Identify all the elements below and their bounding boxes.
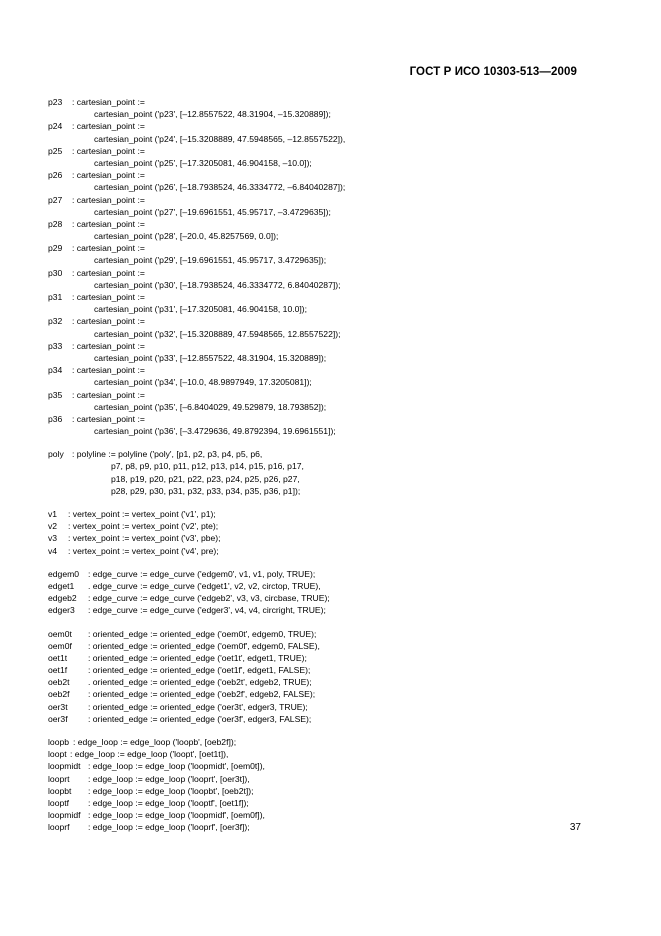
point-label: p23 bbox=[48, 97, 63, 107]
loop-def: : edge_loop := edge_loop ('looprf', [oer3f]); bbox=[88, 822, 250, 833]
oriented-edges-block bbox=[48, 628, 608, 726]
point-value: cartesian_point ('p32', [–15.3208889, 47.5948565, 12.8557522]); bbox=[94, 328, 341, 339]
point-value: cartesian_point ('p24', [–15.3208889, 47.5948565, –12.8557522]), bbox=[94, 133, 346, 144]
point-value: cartesian_point ('p25', [–17.3205081, 46.904158, –10.0]); bbox=[94, 157, 312, 168]
point-label: p29 bbox=[48, 243, 63, 254]
edge-label: edgeb2 bbox=[48, 593, 77, 604]
edge-label: edget1 bbox=[48, 580, 75, 591]
oriented-edge-label: oer3f bbox=[48, 713, 68, 724]
point-label: p35 bbox=[48, 389, 63, 400]
polyline-block bbox=[48, 448, 608, 497]
loop-row bbox=[48, 821, 608, 833]
point-decl: : cartesian_point := bbox=[72, 145, 145, 156]
spacer bbox=[48, 497, 608, 508]
polyline-row bbox=[48, 460, 608, 472]
point-decl: : cartesian_point := bbox=[72, 389, 145, 400]
point-decl-row bbox=[48, 315, 608, 327]
point-decl-row bbox=[48, 267, 608, 279]
loop-label: loopmidf bbox=[48, 810, 81, 821]
point-value-row bbox=[48, 328, 608, 340]
vertex-row bbox=[48, 508, 608, 520]
loop-def: : edge_loop := edge_loop ('loopmidf', [oem0f]), bbox=[88, 810, 265, 821]
point-decl: : cartesian_point := bbox=[72, 267, 145, 278]
loop-row bbox=[48, 773, 608, 785]
oriented-edge-label: oem0f bbox=[48, 640, 72, 651]
point-value-row bbox=[48, 279, 608, 291]
point-decl-row bbox=[48, 145, 608, 157]
point-decl-row bbox=[48, 218, 608, 230]
point-value-row bbox=[48, 376, 608, 388]
point-decl: : cartesian_point := bbox=[72, 121, 145, 132]
oriented-edge-label: oet1t bbox=[48, 652, 68, 663]
edges-block bbox=[48, 568, 608, 617]
point-decl-row bbox=[48, 194, 608, 206]
polyline-label: poly bbox=[48, 449, 64, 460]
edge-def: . edge_curve := edge_curve ('edget1', v2, v2, circtop, TRUE), bbox=[88, 580, 321, 591]
spacer bbox=[48, 557, 608, 568]
point-decl-row bbox=[48, 120, 608, 132]
loop-def: : edge_loop := edge_loop ('looptf', [oet1f]); bbox=[88, 797, 249, 808]
points-block bbox=[48, 96, 608, 437]
oriented-edge-label: oem0t bbox=[48, 628, 72, 639]
vertex-label: v3 bbox=[48, 533, 58, 544]
vertex-def: : vertex_point := vertex_point ('v1', p1); bbox=[68, 509, 216, 519]
oriented-edge-def: : oriented_edge := oriented_edge ('oem0f', edgem0, FALSE), bbox=[88, 640, 320, 651]
point-value-row bbox=[48, 425, 608, 437]
oriented-edge-label: oeb2f bbox=[48, 689, 70, 700]
point-decl-row bbox=[48, 364, 608, 376]
loop-def: : edge_loop := edge_loop ('looprt', [oer3t]), bbox=[88, 773, 250, 784]
loop-label: looprt bbox=[48, 773, 70, 784]
oriented-edge-row bbox=[48, 701, 608, 713]
point-decl: : cartesian_point := bbox=[72, 218, 145, 229]
point-label: p32 bbox=[48, 316, 63, 327]
point-value-row bbox=[48, 352, 608, 364]
point-value-row bbox=[48, 303, 608, 315]
loop-label: loopt bbox=[48, 749, 67, 760]
loop-def: : edge_loop := edge_loop ('loopb', [oeb2f]); bbox=[73, 737, 237, 747]
point-value-row bbox=[48, 133, 608, 145]
point-value-row bbox=[48, 108, 608, 120]
point-decl: : cartesian_point := bbox=[72, 340, 145, 351]
loop-def: : edge_loop := edge_loop ('loopt', [oet1t]), bbox=[70, 749, 229, 760]
point-value-row bbox=[48, 401, 608, 413]
point-decl: : cartesian_point := bbox=[72, 316, 145, 327]
point-value-row bbox=[48, 254, 608, 266]
vertex-row bbox=[48, 520, 608, 532]
oriented-edge-row bbox=[48, 676, 608, 688]
point-value: cartesian_point ('p29', [–19.6961551, 45.95717, 3.4729635]); bbox=[94, 255, 327, 266]
vertex-label: v1 bbox=[48, 509, 58, 519]
point-label: p36 bbox=[48, 413, 63, 424]
oriented-edge-row bbox=[48, 628, 608, 640]
point-label: p28 bbox=[48, 218, 63, 229]
point-value: cartesian_point ('p34', [–10.0, 48.9897949, 17.3205081]); bbox=[94, 377, 312, 388]
loop-label: looprf bbox=[48, 822, 70, 833]
loop-row bbox=[48, 736, 608, 748]
point-decl-row bbox=[48, 242, 608, 254]
point-value: cartesian_point ('p28', [–20.0, 45.8257569, 0.0]); bbox=[94, 231, 279, 242]
loop-row bbox=[48, 797, 608, 809]
point-decl-row bbox=[48, 96, 608, 108]
oriented-edge-def: : oriented_edge := oriented_edge ('oeb2f', edgeb2, FALSE); bbox=[88, 689, 316, 700]
edge-def: : edge_curve := edge_curve ('edgeb2', v3, v3, circbase, TRUE); bbox=[88, 593, 330, 604]
oriented-edge-def: : oriented_edge := oriented_edge ('oem0t', edgem0, TRUE); bbox=[88, 628, 317, 639]
loop-def: : edge_loop := edge_loop ('loopbt', [oeb2t]); bbox=[88, 785, 254, 796]
point-decl-row bbox=[48, 169, 608, 181]
vertex-row bbox=[48, 545, 608, 557]
document-header: ГОСТ Р ИСО 10303-513—2009 bbox=[409, 66, 577, 78]
point-decl: : cartesian_point := bbox=[72, 365, 145, 376]
loop-row bbox=[48, 785, 608, 797]
loop-label: loopb bbox=[48, 737, 70, 747]
point-decl-row bbox=[48, 291, 608, 303]
oriented-edge-def: : oriented_edge := oriented_edge ('oer3t', edger3, TRUE); bbox=[88, 701, 308, 712]
edge-row bbox=[48, 580, 608, 592]
point-value: cartesian_point ('p31', [–17.3205081, 46.904158, 10.0]); bbox=[94, 304, 308, 315]
loop-label: looptf bbox=[48, 797, 70, 808]
oriented-edge-def: . oriented_edge := oriented_edge ('oeb2t', edgeb2, TRUE); bbox=[88, 677, 312, 688]
polyline-line: p28, p29, p30, p31, p32, p33, p34, p35, p36, p1]); bbox=[111, 485, 301, 496]
spacer bbox=[48, 437, 608, 448]
point-value: cartesian_point ('p36', [–3.4729636, 49.8792394, 19.6961551]); bbox=[94, 426, 336, 437]
point-value-row bbox=[48, 206, 608, 218]
point-value: cartesian_point ('p33', [–12.8557522, 48.31904, 15.320889]); bbox=[94, 352, 327, 363]
point-value: cartesian_point ('p27', [–19.6961551, 45.95717, –3.4729635]); bbox=[94, 206, 331, 217]
oriented-edge-row bbox=[48, 640, 608, 652]
point-decl: : cartesian_point := bbox=[72, 194, 145, 205]
loop-row bbox=[48, 760, 608, 772]
oriented-edge-row bbox=[48, 713, 608, 725]
point-decl: : cartesian_point := bbox=[72, 97, 145, 107]
edge-row bbox=[48, 568, 608, 580]
point-label: p31 bbox=[48, 292, 63, 302]
oriented-edge-def: : oriented_edge := oriented_edge ('oet1t', edget1, TRUE); bbox=[88, 652, 307, 663]
loop-label: loopbt bbox=[48, 785, 72, 796]
point-decl-row bbox=[48, 340, 608, 352]
point-label: p33 bbox=[48, 340, 63, 351]
loop-label: loopmidt bbox=[48, 761, 81, 772]
polyline-line: : polyline := polyline ('poly', [p1, p2, p3, p4, p5, p6, bbox=[72, 449, 263, 460]
vertex-def: : vertex_point := vertex_point ('v2', pte); bbox=[68, 521, 219, 532]
edge-row bbox=[48, 592, 608, 604]
polyline-row bbox=[48, 473, 608, 485]
vertex-label: v4 bbox=[48, 545, 58, 556]
edge-label: edgem0 bbox=[48, 568, 80, 579]
point-value-row bbox=[48, 181, 608, 193]
vertex-row bbox=[48, 532, 608, 544]
point-value-row bbox=[48, 157, 608, 169]
point-decl: : cartesian_point := bbox=[72, 243, 145, 254]
polyline-row bbox=[48, 448, 608, 460]
edge-label: edger3 bbox=[48, 605, 75, 616]
point-value: cartesian_point ('p26', [–18.7938524, 46.3334772, –6.84040287]); bbox=[94, 182, 346, 193]
loop-row bbox=[48, 748, 608, 760]
point-label: p30 bbox=[48, 267, 63, 278]
point-label: p25 bbox=[48, 145, 63, 156]
edge-def: : edge_curve := edge_curve ('edgem0', v1, v1, poly, TRUE); bbox=[88, 568, 316, 579]
point-label: p34 bbox=[48, 365, 63, 376]
point-decl: : cartesian_point := bbox=[72, 292, 145, 302]
edge-row bbox=[48, 604, 608, 616]
vertex-label: v2 bbox=[48, 521, 58, 532]
spacer bbox=[48, 725, 608, 736]
oriented-edge-row bbox=[48, 664, 608, 676]
code-listing bbox=[48, 96, 608, 834]
oriented-edge-row bbox=[48, 688, 608, 700]
vertex-def: : vertex_point := vertex_point ('v3', pbe); bbox=[68, 533, 221, 544]
page-number: 37 bbox=[569, 822, 581, 833]
point-decl: : cartesian_point := bbox=[72, 170, 145, 181]
oriented-edge-label: oeb2t bbox=[48, 677, 70, 688]
point-value: cartesian_point ('p35', [–6.8404029, 49.529879, 18.793852]); bbox=[94, 401, 327, 412]
polyline-line: p7, p8, p9, p10, p11, p12, p13, p14, p15, p16, p17, bbox=[111, 461, 304, 472]
point-decl-row bbox=[48, 389, 608, 401]
point-value: cartesian_point ('p30', [–18.7938524, 46.3334772, 6.84040287]); bbox=[94, 279, 341, 290]
vertices-block bbox=[48, 508, 608, 557]
loops-block bbox=[48, 736, 608, 834]
oriented-edge-label: oet1f bbox=[48, 665, 68, 676]
oriented-edge-label: oer3t bbox=[48, 701, 68, 712]
polyline-line: p18, p19, p20, p21, p22, p23, p24, p25, p26, p27, bbox=[111, 473, 300, 484]
oriented-edge-def: : oriented_edge := oriented_edge ('oer3f', edger3, FALSE); bbox=[88, 713, 312, 724]
vertex-def: : vertex_point := vertex_point ('v4', pre); bbox=[68, 545, 219, 556]
point-value: cartesian_point ('p23', [–12.8557522, 48.31904, –15.320889]); bbox=[94, 109, 331, 120]
point-decl: : cartesian_point := bbox=[72, 413, 145, 424]
spacer bbox=[48, 617, 608, 628]
edge-def: : edge_curve := edge_curve ('edger3', v4, v4, circright, TRUE); bbox=[88, 605, 326, 616]
point-value-row bbox=[48, 230, 608, 242]
oriented-edge-row bbox=[48, 652, 608, 664]
oriented-edge-def: : oriented_edge := oriented_edge ('oet1f', edget1, FALSE); bbox=[88, 665, 311, 676]
polyline-row bbox=[48, 485, 608, 497]
point-label: p27 bbox=[48, 194, 63, 205]
point-label: p24 bbox=[48, 121, 63, 132]
loop-row bbox=[48, 809, 608, 821]
point-label: p26 bbox=[48, 170, 63, 181]
loop-def: : edge_loop := edge_loop ('loopmidt', [oem0t]), bbox=[88, 761, 265, 772]
point-decl-row bbox=[48, 413, 608, 425]
